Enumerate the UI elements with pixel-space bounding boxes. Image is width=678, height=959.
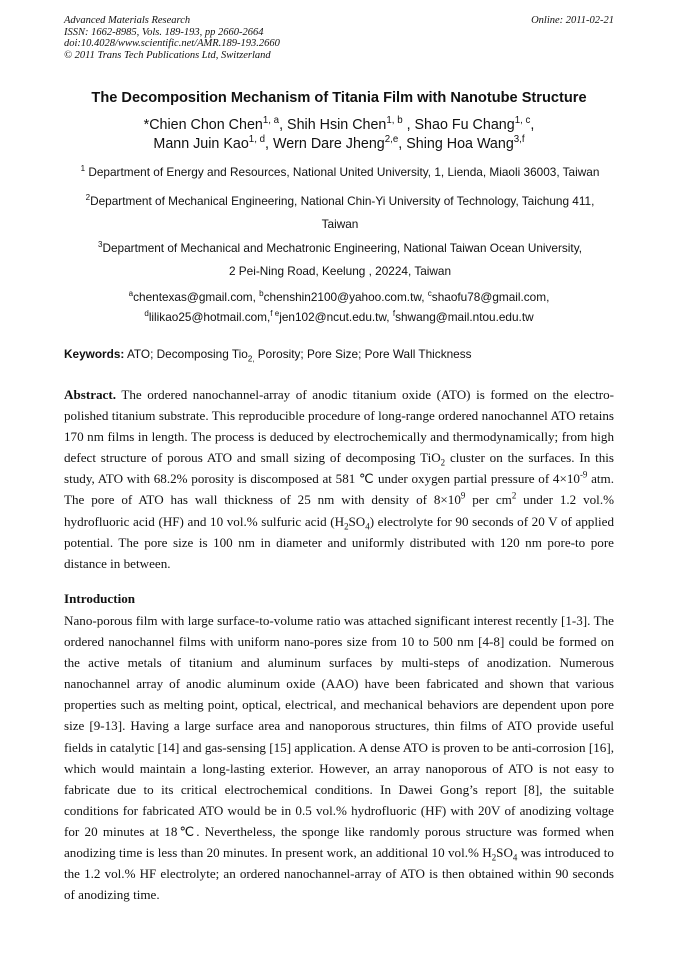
- keywords: [64, 347, 624, 364]
- subscript: 2: [344, 521, 349, 532]
- affil-text: Department of Mechanical Engineering, National Chin-Yi University of Technology, Taichung 411,: [90, 194, 595, 208]
- section-heading-introduction: Introduction: [64, 591, 136, 606]
- author-name: , Shing Hoa Wang: [398, 136, 514, 152]
- affil-mark: 3: [97, 240, 103, 250]
- introduction-text: SO: [496, 845, 513, 861]
- email-mark: a: [128, 289, 134, 299]
- degree-symbol: ℃: [177, 823, 197, 839]
- introduction-text: Nano-porous film with large surface-to-volume ratio was attached significant interest recently [1-3]. The ordered nanochannel films with uniform nano-pores size from 10 to 500 nm [4-8] could be formed on the active metals of titanium and aluminum surfaces by multi-steps of anodization. Numerous nanochannel array of anodic aluminum oxide (AAO) have been fabricated and shown that various properties such as melting point, optical, electrical, and mechanical behaviors are dependent upon pore size [9-13]. Having a large surface area and nanoporous structures, thin films of ATO provide useful fields in catalytic [14] and gas-sensing [15] application. A dense ATO is proven to be anti-corrosion [16], which would maintain a long-lasting exterior. However, an array nanoporous of ATO is not easy to fabricate due to its critical electrochemical conditions. In Dawei Gong’s report [8], the suitable conditions for fabricated ATO would be in 0.5 vol.% hydrofluoric (HF) with 20V of anodizing voltage for 20 minutes at 18: [64, 613, 614, 839]
- email-mark: d: [144, 309, 149, 319]
- degree-symbol: ℃: [359, 471, 375, 487]
- abstract-text: per cm: [465, 492, 512, 508]
- affil-text: 2 Pei-Ning Road, Keelung , 20224, Taiwan: [228, 264, 452, 278]
- journal-name: Advanced Materials Research: [64, 15, 191, 26]
- subscript: 2: [491, 852, 497, 863]
- affil-text: Department of Energy and Resources, National United University, 1, Lienda, Miaoli 36003, Taiwan: [85, 165, 600, 179]
- email-link[interactable]: chentexas@gmail.com,: [133, 290, 260, 304]
- keywords-subscript: 2,: [247, 354, 255, 364]
- author-name: *Chien Chon Chen: [143, 117, 263, 133]
- abstract-text: The ordered nanochannel-array of anodic titanium oxide (ATO) is formed on the electro-polished titanium substrate. This reproducible procedure of long-range ordered nanochannel ATO retains 170 nm films in length. The process is deduced by electrochemically and thermodynamically; from high defect structure of porous ATO and small sizing of decomposing TiO: [64, 387, 614, 466]
- author-affil-mark: 1, a: [262, 115, 280, 127]
- superscript: 2: [511, 491, 517, 502]
- author-affil-mark: 2,e: [384, 134, 399, 146]
- superscript: 9: [460, 491, 466, 502]
- email-link[interactable]: lilikao25@hotmail.com,: [148, 310, 271, 324]
- superscript: -9: [579, 470, 588, 481]
- abstract: [64, 384, 614, 574]
- paper-title: The Decomposition Mechanism of Titania Film with Nanotube Structure: [91, 90, 587, 106]
- keywords-text: ATO; Decomposing Tio: [124, 347, 248, 361]
- email-link[interactable]: shaofu78@gmail.com,: [431, 290, 550, 304]
- abstract-text: atm. The pore of ATO has wall thickness of 25 nm with density of 8×10: [64, 471, 614, 508]
- author-name: , Shih Hsin Chen: [279, 117, 387, 133]
- author-name: Mann Juin Kao: [153, 136, 249, 152]
- abstract-paragraph: [64, 384, 614, 574]
- email-mark: f: [392, 309, 396, 319]
- affil-mark: 1: [80, 164, 86, 174]
- affil-text: Taiwan: [321, 217, 359, 231]
- introduction-body: [64, 610, 614, 905]
- affiliation-1: [60, 161, 620, 184]
- copyright-line: © 2011 Trans Tech Publications Ltd, Switzerland: [64, 49, 271, 61]
- author-name: , Shao Fu Chang: [402, 117, 515, 133]
- affil-text: Department of Mechanical and Mechatronic Engineering, National Taiwan Ocean University,: [102, 241, 583, 255]
- introduction-paragraph: [64, 610, 614, 905]
- keywords-text: Porosity; Pore Size; Pore Wall Thickness: [254, 347, 472, 361]
- author-name: , Wern Dare Jheng: [265, 136, 385, 152]
- email-list: [40, 287, 638, 327]
- email-mark: f e: [270, 309, 280, 319]
- author-affil-mark: 1, b: [386, 115, 403, 127]
- affil-mark: 2: [85, 193, 91, 203]
- doi-line[interactable]: doi:10.4028/www.scientific.net/AMR.189-193.2660: [64, 38, 280, 49]
- abstract-text: under oxygen partial pressure of 4×10: [374, 471, 580, 487]
- subscript: 2: [440, 457, 446, 468]
- issn-line: ISSN: 1662-8985, Vols. 189-193, pp 2660-2664: [64, 26, 264, 38]
- online-date: Online: 2011-02-21: [531, 15, 614, 26]
- author-list: [40, 116, 638, 154]
- email-link[interactable]: shwang@mail.ntou.edu.tw: [395, 310, 534, 324]
- author-affil-mark: 1, d: [248, 134, 266, 146]
- email-mark: c: [427, 289, 432, 299]
- introduction-text: . Nevertheless, the sponge like randomly porous structure was formed when anodizing time is less than 20 minutes. In present work, an additional 10 vol.% H: [64, 823, 614, 861]
- abstract-text: cluster on the surfaces. In this study, ATO with 68.2% porosity is discomposed at 581: [64, 450, 615, 487]
- author-affil-mark: 1, c: [514, 115, 531, 127]
- email-link[interactable]: chenshin2100@yahoo.com.tw,: [263, 290, 428, 304]
- journal-header: [64, 15, 614, 61]
- author-separator: ,: [530, 117, 535, 133]
- abstract-text: under 1.2 vol.% hydrofluoric acid (HF) and 10 vol.% sulfuric acid (H: [64, 492, 614, 529]
- abstract-label: Abstract.: [64, 387, 116, 402]
- email-mark: b: [259, 289, 264, 299]
- author-affil-mark: 3,f: [513, 134, 525, 146]
- affiliation-3: [60, 237, 620, 283]
- subscript: 4: [365, 521, 370, 532]
- abstract-text: SO: [348, 513, 366, 529]
- introduction-text: was introduced to the 1.2 vol.% HF electrolyte; an ordered nanochannel-array of ATO is then obtained within 90 seconds of anodizing time.: [64, 845, 614, 903]
- affiliation-2: [60, 190, 620, 236]
- keywords-label: Keywords:: [64, 347, 125, 361]
- subscript: 4: [512, 852, 518, 863]
- email-link[interactable]: jen102@ncut.edu.tw,: [279, 310, 393, 324]
- abstract-text: ) electrolyte for 90 seconds of 20 V of applied potential. The pore size is 100 nm in diameter and uniformly distributed with 120 nm pore-to pore distance in between.: [64, 513, 614, 571]
